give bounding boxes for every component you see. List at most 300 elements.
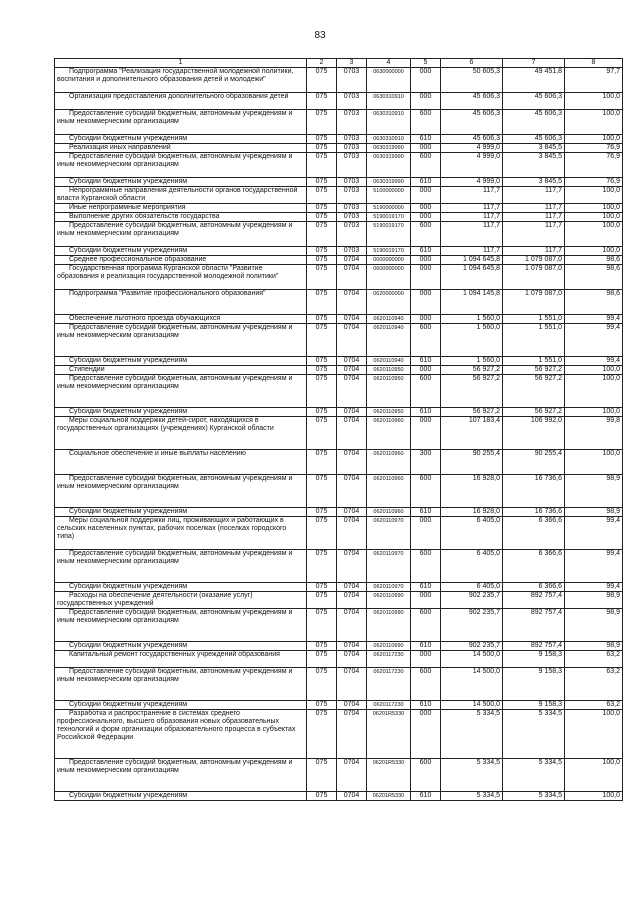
table-header-row [55, 59, 623, 68]
target-article-cell: 5190019170 [367, 247, 411, 256]
executed-amount-cell: 892 757,4 [503, 592, 565, 609]
target-article-cell: 0000000000 [367, 256, 411, 265]
section-code-cell: 0704 [337, 375, 367, 408]
admin-code-cell: 075 [307, 583, 337, 592]
planned-amount-cell: 107 183,4 [441, 417, 503, 450]
executed-amount-cell: 1 551,0 [503, 315, 565, 324]
table-row [55, 265, 623, 290]
section-code-cell: 0704 [337, 417, 367, 450]
target-article-cell: 0620117230 [367, 651, 411, 668]
executed-amount-cell: 117,7 [503, 213, 565, 222]
section-code-cell: 0704 [337, 475, 367, 508]
column-header: 5 [411, 59, 441, 68]
table-row [55, 408, 623, 417]
target-article-cell: 0630310910 [367, 93, 411, 110]
planned-amount-cell: 4 999,0 [441, 178, 503, 187]
expense-type-cell: 000 [411, 265, 441, 290]
row-name-cell: Предоставление субсидий бюджетным, автономным учреждениям и иным некоммерческим организациям [55, 222, 307, 247]
section-code-cell: 0704 [337, 408, 367, 417]
admin-code-cell: 075 [307, 375, 337, 408]
section-code-cell: 0704 [337, 450, 367, 475]
section-code-cell: 0703 [337, 187, 367, 204]
target-article-cell: 0620110950 [367, 408, 411, 417]
admin-code-cell: 075 [307, 668, 337, 701]
column-header: 2 [307, 59, 337, 68]
admin-code-cell: 075 [307, 144, 337, 153]
expense-type-cell: 000 [411, 710, 441, 759]
admin-code-cell: 075 [307, 366, 337, 375]
admin-code-cell: 075 [307, 290, 337, 315]
expense-type-cell: 000 [411, 256, 441, 265]
planned-amount-cell: 45 606,3 [441, 135, 503, 144]
section-code-cell: 0704 [337, 701, 367, 710]
table-row [55, 583, 623, 592]
execution-percent-cell: 63,2 [565, 668, 623, 701]
execution-percent-cell: 98,9 [565, 642, 623, 651]
planned-amount-cell: 117,7 [441, 222, 503, 247]
table-row [55, 68, 623, 93]
admin-code-cell: 075 [307, 609, 337, 642]
execution-percent-cell: 98,6 [565, 290, 623, 315]
execution-percent-cell: 100,0 [565, 792, 623, 801]
expense-type-cell: 000 [411, 592, 441, 609]
admin-code-cell: 075 [307, 550, 337, 583]
expense-type-cell: 610 [411, 508, 441, 517]
table-row [55, 417, 623, 450]
expense-type-cell: 610 [411, 583, 441, 592]
execution-percent-cell: 100,0 [565, 710, 623, 759]
execution-percent-cell: 100,0 [565, 366, 623, 375]
expense-type-cell: 000 [411, 204, 441, 213]
planned-amount-cell: 6 405,0 [441, 583, 503, 592]
expense-type-cell: 600 [411, 222, 441, 247]
execution-percent-cell: 99,4 [565, 357, 623, 366]
column-header: 4 [367, 59, 411, 68]
admin-code-cell: 075 [307, 642, 337, 651]
expense-type-cell: 610 [411, 247, 441, 256]
executed-amount-cell: 56 927,2 [503, 408, 565, 417]
planned-amount-cell: 14 500,0 [441, 701, 503, 710]
table-row [55, 256, 623, 265]
execution-percent-cell: 98,6 [565, 265, 623, 290]
executed-amount-cell: 117,7 [503, 247, 565, 256]
row-name-cell: Предоставление субсидий бюджетным, автономным учреждениям и иным некоммерческим организациям [55, 609, 307, 642]
target-article-cell: 0620110990 [367, 592, 411, 609]
table-row [55, 517, 623, 550]
execution-percent-cell: 100,0 [565, 135, 623, 144]
admin-code-cell: 075 [307, 256, 337, 265]
table-row [55, 93, 623, 110]
executed-amount-cell: 45 606,3 [503, 135, 565, 144]
execution-percent-cell: 63,2 [565, 651, 623, 668]
planned-amount-cell: 16 928,0 [441, 508, 503, 517]
section-code-cell: 0703 [337, 222, 367, 247]
row-name-cell: Предоставление субсидий бюджетным, автономным учреждениям и иным некоммерческим организациям [55, 153, 307, 178]
section-code-cell: 0704 [337, 357, 367, 366]
executed-amount-cell: 45 606,3 [503, 93, 565, 110]
row-name-cell: Стипендии [55, 366, 307, 375]
admin-code-cell: 075 [307, 93, 337, 110]
section-code-cell: 0703 [337, 178, 367, 187]
target-article-cell: 06201R5330 [367, 792, 411, 801]
admin-code-cell: 075 [307, 68, 337, 93]
row-name-cell: Государственная программа Курганской области "Развитие образования и реализация государственной молодежной политики" [55, 265, 307, 290]
row-name-cell: Предоставление субсидий бюджетным, автономным учреждениям и иным некоммерческим организациям [55, 375, 307, 408]
executed-amount-cell: 1 551,0 [503, 324, 565, 357]
section-code-cell: 0703 [337, 204, 367, 213]
target-article-cell: 5190019170 [367, 213, 411, 222]
planned-amount-cell: 16 928,0 [441, 475, 503, 508]
execution-percent-cell: 100,0 [565, 204, 623, 213]
section-code-cell: 0704 [337, 710, 367, 759]
table-row [55, 187, 623, 204]
planned-amount-cell: 902 235,7 [441, 592, 503, 609]
executed-amount-cell: 1 079 087,0 [503, 256, 565, 265]
section-code-cell: 0704 [337, 583, 367, 592]
target-article-cell: 5100000000 [367, 187, 411, 204]
table-row [55, 247, 623, 256]
target-article-cell: 5190000000 [367, 204, 411, 213]
target-article-cell: 0630319990 [367, 178, 411, 187]
execution-percent-cell: 99,4 [565, 324, 623, 357]
executed-amount-cell: 9 158,3 [503, 651, 565, 668]
table-row [55, 315, 623, 324]
target-article-cell: 0620117230 [367, 668, 411, 701]
executed-amount-cell: 106 992,0 [503, 417, 565, 450]
section-code-cell: 0704 [337, 290, 367, 315]
row-name-cell: Предоставление субсидий бюджетным, автономным учреждениям и иным некоммерческим организациям [55, 759, 307, 792]
table-row [55, 204, 623, 213]
planned-amount-cell: 4 999,0 [441, 153, 503, 178]
execution-percent-cell: 99,4 [565, 517, 623, 550]
planned-amount-cell: 56 927,2 [441, 366, 503, 375]
table-row [55, 592, 623, 609]
execution-percent-cell: 98,9 [565, 609, 623, 642]
row-name-cell: Субсидии бюджетным учреждениям [55, 357, 307, 366]
section-code-cell: 0704 [337, 759, 367, 792]
executed-amount-cell: 5 334,5 [503, 710, 565, 759]
executed-amount-cell: 56 927,2 [503, 366, 565, 375]
admin-code-cell: 075 [307, 153, 337, 178]
target-article-cell: 0620110970 [367, 550, 411, 583]
table-row [55, 710, 623, 759]
expense-type-cell: 600 [411, 324, 441, 357]
executed-amount-cell: 6 366,6 [503, 550, 565, 583]
execution-percent-cell: 76,9 [565, 144, 623, 153]
column-header: 1 [55, 59, 307, 68]
row-name-cell: Выполнение других обязательств государства [55, 213, 307, 222]
planned-amount-cell: 90 255,4 [441, 450, 503, 475]
executed-amount-cell: 3 845,5 [503, 144, 565, 153]
expense-type-cell: 610 [411, 357, 441, 366]
section-code-cell: 0703 [337, 110, 367, 135]
planned-amount-cell: 117,7 [441, 247, 503, 256]
admin-code-cell: 075 [307, 592, 337, 609]
execution-percent-cell: 99,4 [565, 583, 623, 592]
execution-percent-cell: 98,9 [565, 508, 623, 517]
row-name-cell: Организация предоставления дополнительного образования детей [55, 93, 307, 110]
executed-amount-cell: 45 606,3 [503, 110, 565, 135]
target-article-cell: 0630000000 [367, 68, 411, 93]
admin-code-cell: 075 [307, 315, 337, 324]
target-article-cell: 0620110950 [367, 366, 411, 375]
page-number: 83 [314, 30, 326, 41]
table-row [55, 324, 623, 357]
planned-amount-cell: 902 235,7 [441, 609, 503, 642]
table-row [55, 609, 623, 642]
admin-code-cell: 075 [307, 450, 337, 475]
admin-code-cell: 075 [307, 651, 337, 668]
planned-amount-cell: 45 606,3 [441, 110, 503, 135]
executed-amount-cell: 16 736,6 [503, 508, 565, 517]
target-article-cell: 0620110960 [367, 417, 411, 450]
executed-amount-cell: 6 366,6 [503, 517, 565, 550]
execution-percent-cell: 99,4 [565, 550, 623, 583]
admin-code-cell: 075 [307, 475, 337, 508]
section-code-cell: 0704 [337, 609, 367, 642]
planned-amount-cell: 5 334,5 [441, 792, 503, 801]
planned-amount-cell: 56 927,2 [441, 408, 503, 417]
row-name-cell: Субсидии бюджетным учреждениям [55, 583, 307, 592]
row-name-cell: Подпрограмма "Реализация государственной молодежной политики, воспитания и дополнительного образования детей и молодежи" [55, 68, 307, 93]
table-row [55, 110, 623, 135]
admin-code-cell: 075 [307, 187, 337, 204]
row-name-cell: Непрограммные направления деятельности органов государственной власти Курганской области [55, 187, 307, 204]
target-article-cell: 0630319990 [367, 144, 411, 153]
table-row [55, 178, 623, 187]
target-article-cell: 0620110970 [367, 517, 411, 550]
execution-percent-cell: 98,6 [565, 256, 623, 265]
target-article-cell: 0620110960 [367, 450, 411, 475]
executed-amount-cell: 1 079 087,0 [503, 265, 565, 290]
execution-percent-cell: 76,9 [565, 153, 623, 178]
section-code-cell: 0704 [337, 256, 367, 265]
execution-percent-cell: 100,0 [565, 213, 623, 222]
expense-type-cell: 000 [411, 651, 441, 668]
column-header: 3 [337, 59, 367, 68]
execution-percent-cell: 100,0 [565, 93, 623, 110]
row-name-cell: Субсидии бюджетным учреждениям [55, 135, 307, 144]
admin-code-cell: 075 [307, 178, 337, 187]
planned-amount-cell: 5 334,5 [441, 759, 503, 792]
execution-percent-cell: 100,0 [565, 247, 623, 256]
expense-type-cell: 000 [411, 213, 441, 222]
planned-amount-cell: 6 405,0 [441, 550, 503, 583]
row-name-cell: Субсидии бюджетным учреждениям [55, 247, 307, 256]
planned-amount-cell: 5 334,5 [441, 710, 503, 759]
section-code-cell: 0703 [337, 153, 367, 178]
planned-amount-cell: 117,7 [441, 187, 503, 204]
admin-code-cell: 075 [307, 135, 337, 144]
executed-amount-cell: 117,7 [503, 222, 565, 247]
execution-percent-cell: 63,2 [565, 701, 623, 710]
executed-amount-cell: 9 158,3 [503, 668, 565, 701]
execution-percent-cell: 100,0 [565, 759, 623, 792]
execution-percent-cell: 99,4 [565, 315, 623, 324]
executed-amount-cell: 5 334,5 [503, 759, 565, 792]
row-name-cell: Предоставление субсидий бюджетным, автономным учреждениям и иным некоммерческим организациям [55, 110, 307, 135]
admin-code-cell: 075 [307, 213, 337, 222]
target-article-cell: 0620110950 [367, 375, 411, 408]
row-name-cell: Реализация иных направлений [55, 144, 307, 153]
admin-code-cell: 075 [307, 701, 337, 710]
planned-amount-cell: 50 605,3 [441, 68, 503, 93]
budget-table [54, 58, 623, 801]
section-code-cell: 0703 [337, 213, 367, 222]
admin-code-cell: 075 [307, 408, 337, 417]
row-name-cell: Меры социальной поддержки детей-сирот, находящихся в государственных организациях (учреждениях) Курганской области [55, 417, 307, 450]
row-name-cell: Обеспечение льготного проезда обучающихся [55, 315, 307, 324]
target-article-cell: 0620110960 [367, 475, 411, 508]
planned-amount-cell: 1 560,0 [441, 315, 503, 324]
section-code-cell: 0704 [337, 265, 367, 290]
table-row [55, 290, 623, 315]
planned-amount-cell: 45 606,3 [441, 93, 503, 110]
section-code-cell: 0704 [337, 508, 367, 517]
planned-amount-cell: 6 405,0 [441, 517, 503, 550]
executed-amount-cell: 117,7 [503, 204, 565, 213]
section-code-cell: 0703 [337, 68, 367, 93]
section-code-cell: 0704 [337, 642, 367, 651]
target-article-cell: 0620117230 [367, 701, 411, 710]
execution-percent-cell: 100,0 [565, 408, 623, 417]
row-name-cell: Субсидии бюджетным учреждениям [55, 408, 307, 417]
row-name-cell: Субсидии бюджетным учреждениям [55, 508, 307, 517]
column-header: 8 [565, 59, 623, 68]
table-row [55, 357, 623, 366]
planned-amount-cell: 14 500,0 [441, 668, 503, 701]
admin-code-cell: 075 [307, 222, 337, 247]
expense-type-cell: 600 [411, 110, 441, 135]
section-code-cell: 0703 [337, 247, 367, 256]
target-article-cell: 0600000000 [367, 265, 411, 290]
section-code-cell: 0704 [337, 668, 367, 701]
expense-type-cell: 000 [411, 290, 441, 315]
row-name-cell: Предоставление субсидий бюджетным, автономным учреждениям и иным некоммерческим организациям [55, 668, 307, 701]
expense-type-cell: 600 [411, 475, 441, 508]
executed-amount-cell: 1 551,0 [503, 357, 565, 366]
table-row [55, 375, 623, 408]
table-row [55, 153, 623, 178]
planned-amount-cell: 56 927,2 [441, 375, 503, 408]
expense-type-cell: 000 [411, 315, 441, 324]
target-article-cell: 0620110940 [367, 324, 411, 357]
expense-type-cell: 610 [411, 642, 441, 651]
planned-amount-cell: 14 500,0 [441, 651, 503, 668]
planned-amount-cell: 1 560,0 [441, 324, 503, 357]
execution-percent-cell: 100,0 [565, 375, 623, 408]
execution-percent-cell: 76,9 [565, 178, 623, 187]
admin-code-cell: 075 [307, 417, 337, 450]
execution-percent-cell: 98,9 [565, 592, 623, 609]
target-article-cell: 5190019170 [367, 222, 411, 247]
target-article-cell: 0630319990 [367, 153, 411, 178]
executed-amount-cell: 5 334,5 [503, 792, 565, 801]
expense-type-cell: 000 [411, 93, 441, 110]
target-article-cell: 06201R5330 [367, 759, 411, 792]
admin-code-cell: 075 [307, 265, 337, 290]
table-row [55, 475, 623, 508]
column-header: 7 [503, 59, 565, 68]
executed-amount-cell: 90 255,4 [503, 450, 565, 475]
section-code-cell: 0704 [337, 366, 367, 375]
table-row [55, 450, 623, 475]
planned-amount-cell: 1 094 645,8 [441, 265, 503, 290]
table-row [55, 508, 623, 517]
row-name-cell: Расходы на обеспечение деятельности (оказание услуг) государственных учреждений [55, 592, 307, 609]
expense-type-cell: 610 [411, 701, 441, 710]
executed-amount-cell: 49 451,8 [503, 68, 565, 93]
expense-type-cell: 300 [411, 450, 441, 475]
expense-type-cell: 600 [411, 609, 441, 642]
admin-code-cell: 075 [307, 324, 337, 357]
expense-type-cell: 000 [411, 144, 441, 153]
target-article-cell: 0620110960 [367, 508, 411, 517]
execution-percent-cell: 100,0 [565, 110, 623, 135]
admin-code-cell: 075 [307, 508, 337, 517]
section-code-cell: 0703 [337, 93, 367, 110]
table-body [55, 68, 623, 801]
table-row [55, 135, 623, 144]
admin-code-cell: 075 [307, 759, 337, 792]
section-code-cell: 0704 [337, 517, 367, 550]
executed-amount-cell: 1 079 087,0 [503, 290, 565, 315]
section-code-cell: 0704 [337, 324, 367, 357]
expense-type-cell: 000 [411, 187, 441, 204]
expense-type-cell: 600 [411, 668, 441, 701]
row-name-cell: Подпрограмма "Развитие профессионального образования" [55, 290, 307, 315]
target-article-cell: 0630310910 [367, 110, 411, 135]
section-code-cell: 0704 [337, 550, 367, 583]
table-row [55, 668, 623, 701]
target-article-cell: 0620110990 [367, 609, 411, 642]
row-name-cell: Субсидии бюджетным учреждениям [55, 701, 307, 710]
row-name-cell: Предоставление субсидий бюджетным, автономным учреждениям и иным некоммерческим организациям [55, 550, 307, 583]
expense-type-cell: 610 [411, 408, 441, 417]
expense-type-cell: 600 [411, 153, 441, 178]
executed-amount-cell: 3 845,5 [503, 153, 565, 178]
executed-amount-cell: 3 845,5 [503, 178, 565, 187]
target-article-cell: 06201R5330 [367, 710, 411, 759]
section-code-cell: 0703 [337, 144, 367, 153]
table-row [55, 759, 623, 792]
admin-code-cell: 075 [307, 204, 337, 213]
admin-code-cell: 075 [307, 710, 337, 759]
executed-amount-cell: 56 927,2 [503, 375, 565, 408]
table-row [55, 222, 623, 247]
section-code-cell: 0704 [337, 792, 367, 801]
column-header: 6 [441, 59, 503, 68]
expense-type-cell: 000 [411, 417, 441, 450]
target-article-cell: 0620110990 [367, 642, 411, 651]
table-row [55, 213, 623, 222]
target-article-cell: 0620110940 [367, 315, 411, 324]
executed-amount-cell: 16 736,6 [503, 475, 565, 508]
expense-type-cell: 600 [411, 550, 441, 583]
expense-type-cell: 000 [411, 68, 441, 93]
row-name-cell: Среднее профессиональное образование [55, 256, 307, 265]
executed-amount-cell: 6 366,6 [503, 583, 565, 592]
row-name-cell: Субсидии бюджетным учреждениям [55, 178, 307, 187]
expense-type-cell: 610 [411, 135, 441, 144]
expense-type-cell: 000 [411, 517, 441, 550]
row-name-cell: Разработка и распространение в системах среднего профессионального, высшего образования новых образовательных технологий и форм организации образовательного процесса в субъектах Российской Федерации [55, 710, 307, 759]
planned-amount-cell: 1 094 145,8 [441, 290, 503, 315]
execution-percent-cell: 99,8 [565, 417, 623, 450]
planned-amount-cell: 1 094 645,8 [441, 256, 503, 265]
target-article-cell: 0620000000 [367, 290, 411, 315]
admin-code-cell: 075 [307, 247, 337, 256]
